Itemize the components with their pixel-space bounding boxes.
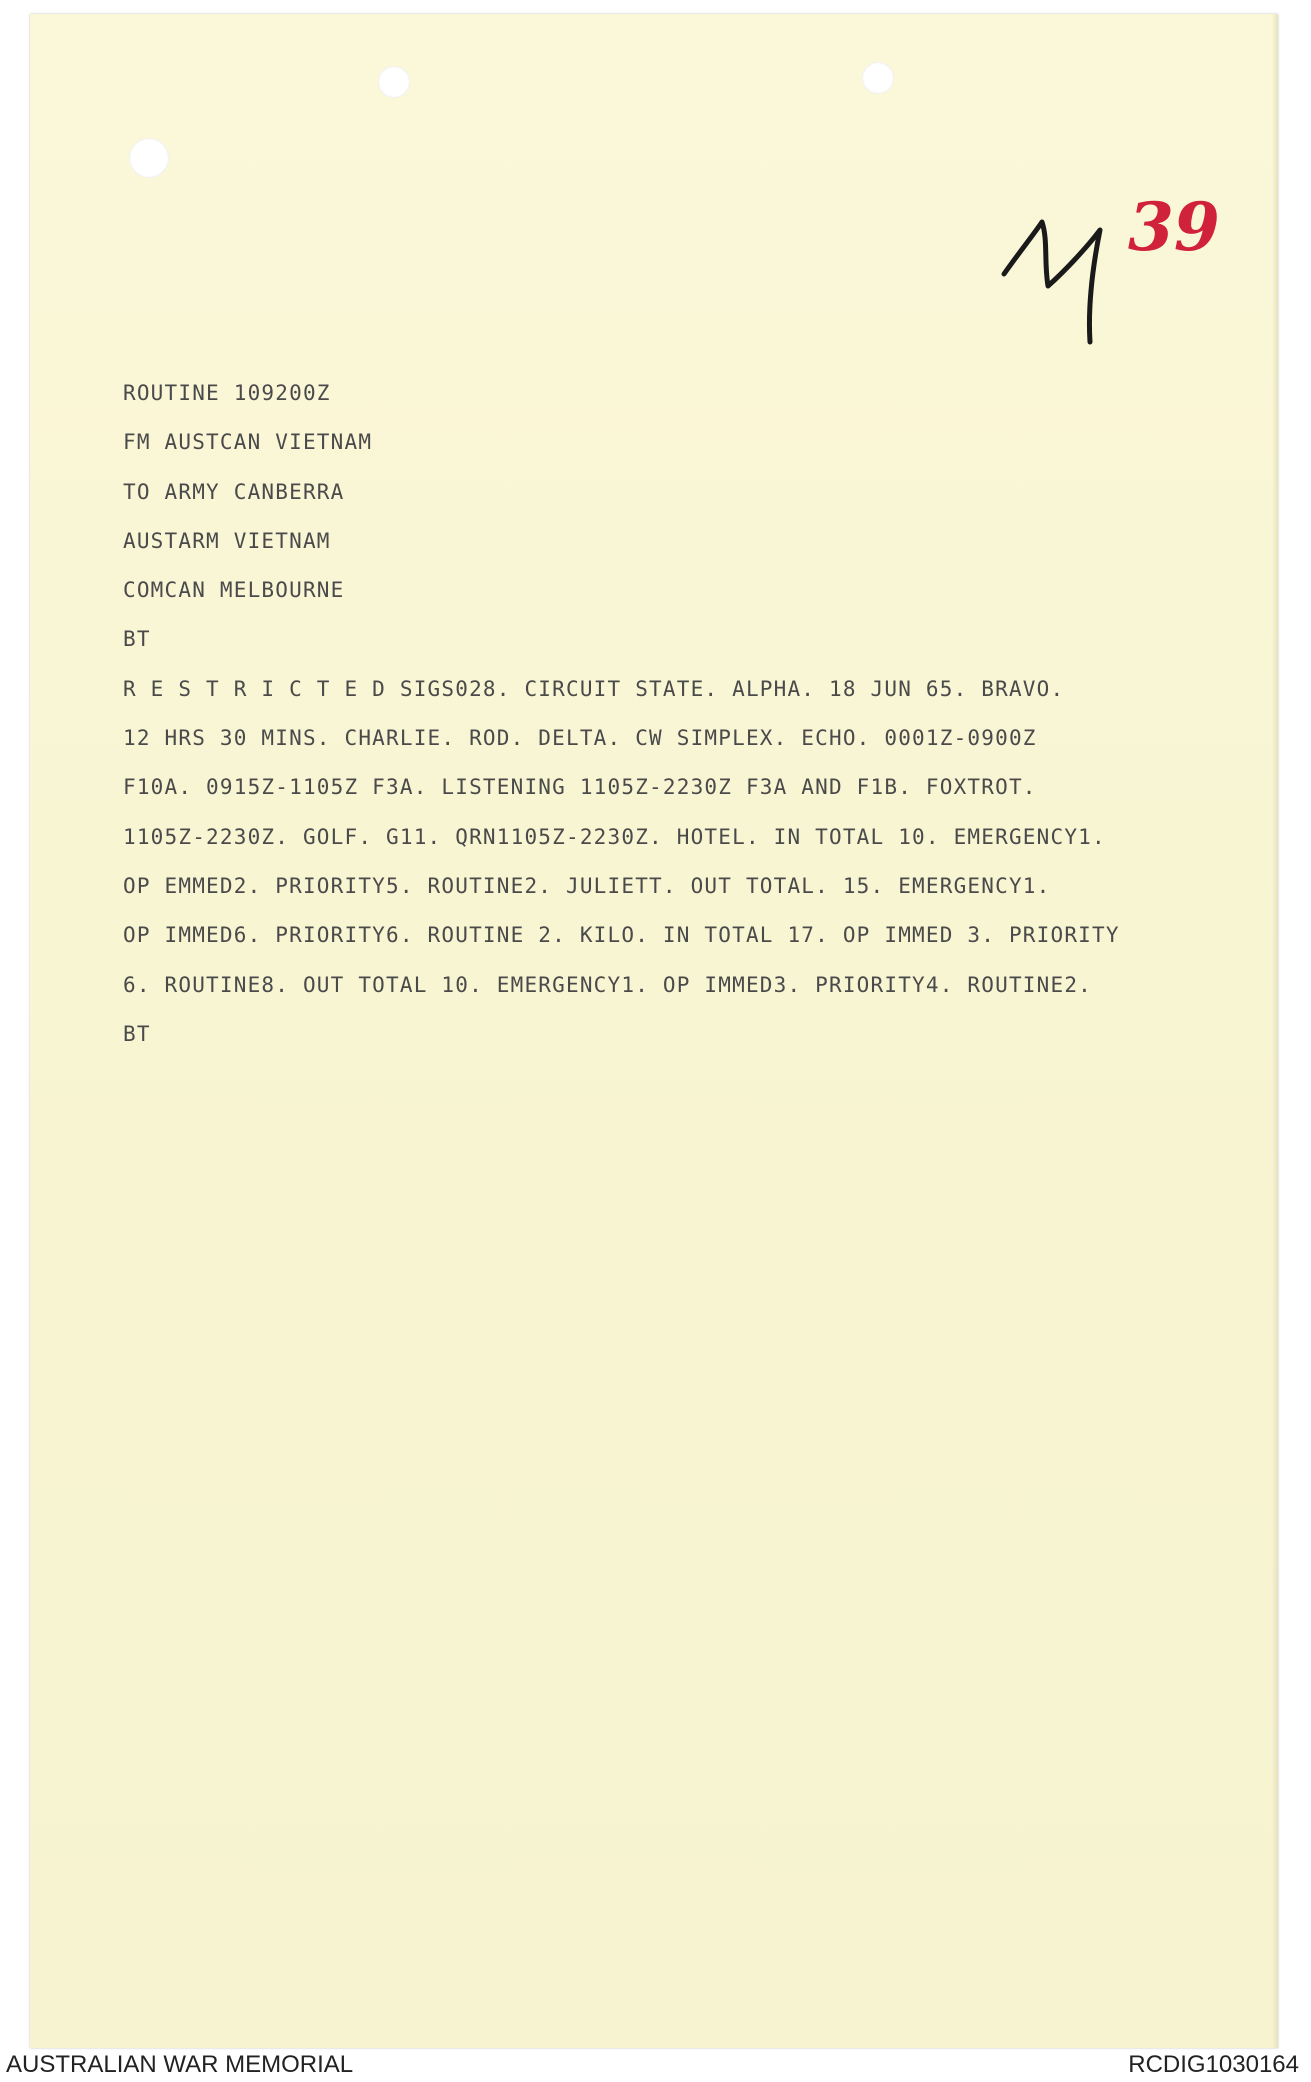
message-priority-line: ROUTINE 109200Z [123, 381, 331, 405]
message-body-line: R E S T R I C T E D SIGS028. CIRCUIT STATE. ALPHA. 18 JUN 65. BRAVO. [123, 676, 1065, 701]
folio-number: 39 [1128, 188, 1220, 266]
message-body-line: 12 HRS 30 MINS. CHARLIE. ROD. DELTA. CW SIMPLEX. ECHO. 0001Z-0900Z [123, 726, 1037, 751]
punch-hole [129, 138, 169, 178]
punch-hole [378, 66, 410, 98]
message-to-line: TO ARMY CANBERRA [123, 479, 345, 504]
message-body-line: OP IMMED6. PRIORITY6. ROUTINE 2. KILO. IN TOTAL 17. OP IMMED 3. PRIORITY [123, 923, 1120, 948]
message-break-line: BT [123, 627, 151, 652]
message-body-line: 6. ROUTINE8. OUT TOTAL 10. EMERGENCY1. OP IMMED3. PRIORITY4. ROUTINE2. [123, 972, 1093, 997]
message-body-line: OP EMMED2. PRIORITY5. ROUTINE2. JULIETT. OUT TOTAL. 15. EMERGENCY1. [123, 873, 1051, 898]
message-body-line: 1105Z-2230Z. GOLF. G11. QRN1105Z-2230Z. HOTEL. IN TOTAL 10. EMERGENCY1. [123, 824, 1106, 849]
message-body-line: F10A. 0915Z-1105Z F3A. LISTENING 1105Z-2230Z F3A AND F1B. FOXTROT. [123, 775, 1037, 800]
archive-name: AUSTRALIAN WAR MEMORIAL [6, 2051, 354, 2078]
message-addressee-line: COMCAN MELBOURNE [123, 578, 345, 603]
telegram-message [123, 378, 1223, 1068]
message-from-line: FM AUSTCAN VIETNAM [123, 430, 373, 455]
message-addressee-line: AUSTARM VIETNAM [123, 528, 331, 553]
archive-reference: RCDIG1030164 [1128, 2051, 1299, 2078]
punch-hole [862, 62, 894, 94]
message-break-line: BT [123, 1021, 151, 1046]
